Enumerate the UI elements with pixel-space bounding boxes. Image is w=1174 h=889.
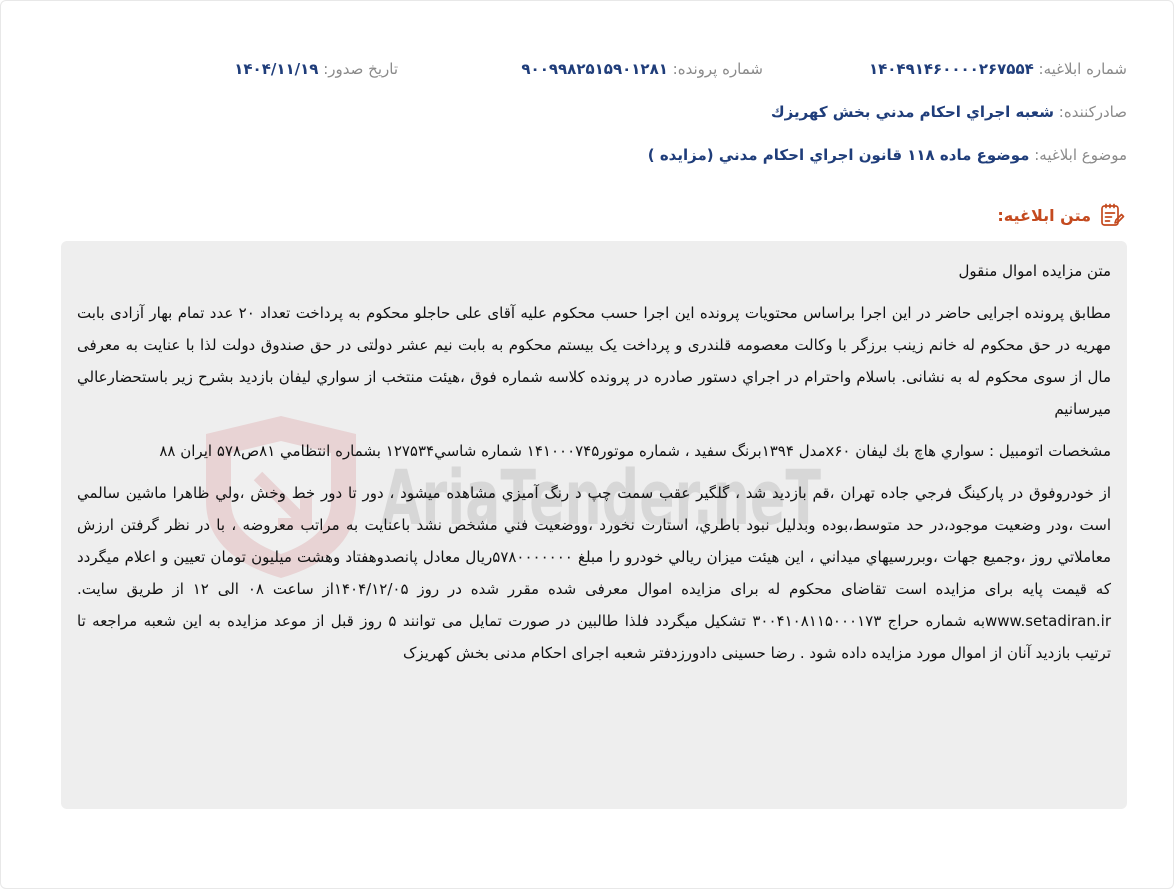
issuer-label: صادرکننده: — [1058, 103, 1127, 121]
notice-body-text — [77, 255, 1111, 679]
notice-number-label: شماره ابلاغيه: — [1038, 60, 1127, 78]
body-heading: متن مزايده اموال منقول — [958, 262, 1111, 280]
issue-date-label: تاريخ صدور: — [323, 60, 398, 78]
notice-number-value: ۱۴۰۴۹۱۴۶۰۰۰۰۲۶۷۵۵۴ — [868, 60, 1034, 78]
body-paragraph-1: مطابق پرونده اجرايی حاضر در اين اجرا براساس محتويات پرونده اين اجرا حسب محکوم عليه آقای علی حاجلو محکوم به پرداخت تعداد ۲۰ عدد تمام بهار آزادی بابت مهريه در حق محکوم له خانم زينب برزگر با وکالت معصومه قلندری و پرداخت يک بيستم محکوم به بابت نيم عشر دولتی در حق صندوق دولت لذا با عنايت به معرفی مال از سوی محکوم له به نشانی. باسلام واحترام در اجراي دستور صادره در پرونده كلاسه شماره فوق ،هيئت منتخب از سواري ليفان بازديد بشرح زير باستحضارعالي ميرسانيم — [77, 304, 1111, 418]
section-title-text: متن ابلاغيه: — [997, 205, 1091, 225]
issue-date-value: ۱۴۰۴/۱۱/۱۹ — [234, 60, 319, 78]
issuer-value: شعبه اجراي احکام مدني بخش كهريزك — [770, 103, 1054, 121]
issuer-row — [771, 102, 1127, 122]
subject-label: موضوع ابلاغيه: — [1034, 146, 1127, 164]
subject-row — [648, 145, 1127, 165]
section-title — [997, 202, 1125, 228]
notice-body — [61, 241, 1127, 809]
case-number-label: شماره پرونده: — [672, 60, 763, 78]
notice-number-row — [869, 59, 1127, 79]
case-number-row — [521, 59, 763, 79]
subject-value: موضوع ماده ۱۱۸ قانون اجراي احكام مدني (مزايده ) — [647, 146, 1030, 164]
case-number-value: ۹۰۰۹۹۸۲۵۱۵۹۰۱۲۸۱ — [521, 60, 668, 78]
body-paragraph-2: مشخصات اتومبيل : سواري هاچ بك ليفان x۶۰مدل ۱۳۹۴برنگ سفيد ، شماره موتور۱۴۱۰۰۰۷۴۵ شماره شاسي۱۲۷۵۳۴ بشماره انتظامي ۸۱ص۵۷۸ ايران ۸۸ — [159, 442, 1111, 460]
issue-date-row — [234, 59, 398, 79]
document-note-icon — [1099, 202, 1125, 228]
body-paragraph-3: از خودروفوق در پاركينگ فرجي جاده تهران ،قم بازديد شد ، گلگير عقب سمت چپ د رنگ آميزي مشاهده ميشود ، دور تا دور خط وخش ،ولي ظاهرا ماشين سالمي است ،ودر وضعيت موجود،در حد متوسط،بوده وبدليل نبود باطري، استارت نخورد ،ووضعيت فني مشخص نشد باعنايت به مراتب معروضه ، با در نظر گرفتن ارزش معاملاتي روز ،وجميع جهات ،وبررسيهاي ميداني ، اين هيئت ميزان ريالي خودرو را مبلغ ۵۷۸۰۰۰۰۰۰۰ريال معادل پانصدوهفتاد وهشت ميليون تومان تعيين و اعلام ميگردد كه قيمت پايه برای مزايده است تقاضای محكوم له برای مزايده اموال معرفی شده مقرر شده در روز ۱۴۰۴/۱۲/۰۵از ساعت ۰۸ الی ۱۲ از طريق سايت. www.setadiran.irبه شماره حراج ۳۰۰۴۱۰۸۱۱۵۰۰۰۱۷۳ تشكيل ميگردد فلذا طالبين در صورت تمايل می توانند ۵ روز قبل از موعد مزايده به اين شعبه مراجعه تا ترتيب بازديد آنان از اموال مورد مزايده داده شود . رضا حسينی دادورزدفتر شعبه اجرای احکام مدنی بخش کهريزک — [77, 484, 1111, 662]
watermark-text: AriaTender.neT — [381, 453, 822, 542]
